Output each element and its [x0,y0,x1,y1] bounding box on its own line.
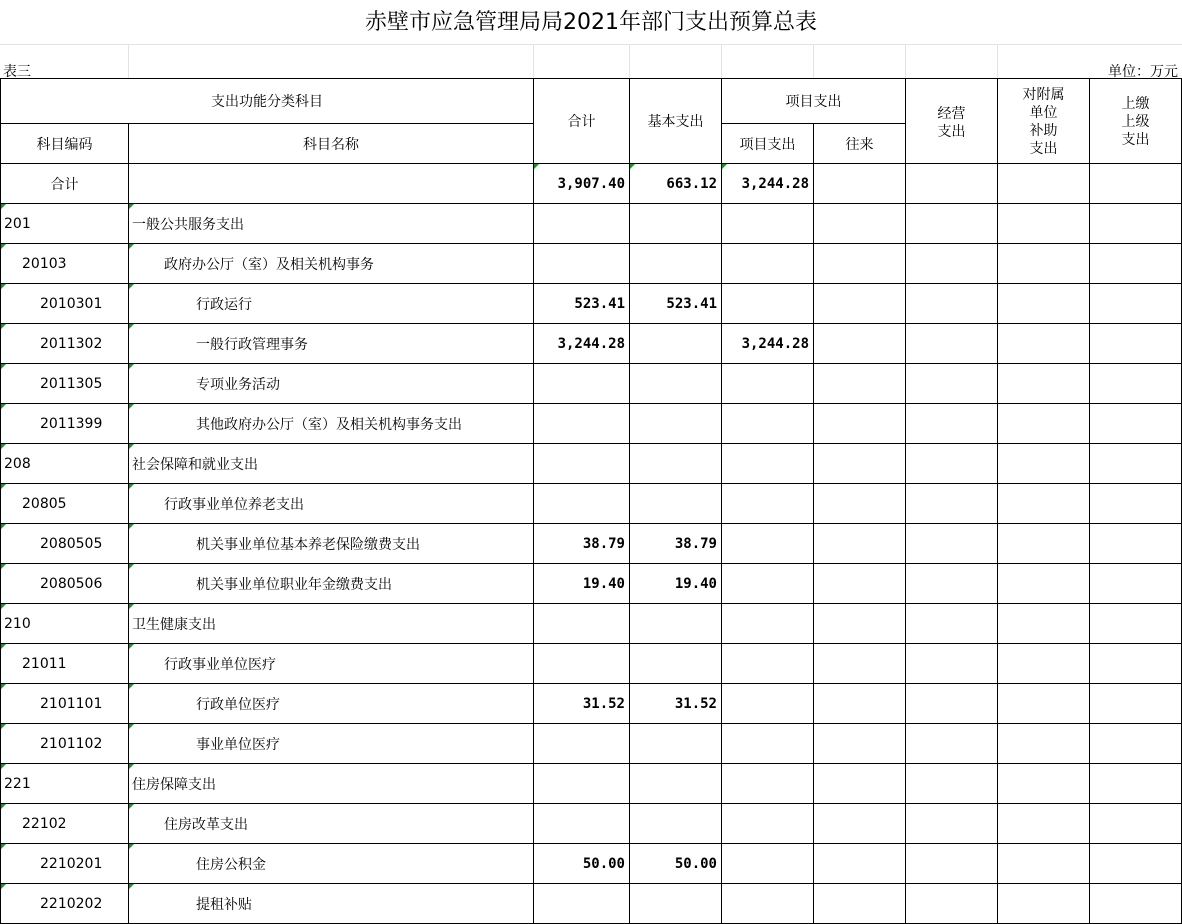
header-name[interactable]: 科目名称 [129,124,534,164]
gridline [997,44,998,78]
row-name[interactable]: 政府办公厅（室）及相关机构事务 [129,244,534,284]
row-code[interactable]: 2080505 [1,524,129,564]
header-func-class[interactable]: 支出功能分类科目 [1,79,534,124]
row-subsidy[interactable] [998,604,1090,644]
row-total[interactable] [534,764,630,804]
header-subsidy[interactable]: 对附属 单位 补助 支出 [998,79,1090,164]
row-project[interactable] [722,364,814,404]
row-remit[interactable] [1090,764,1182,804]
row-operating[interactable] [906,644,998,684]
row-operating[interactable] [906,364,998,404]
row-basic[interactable] [630,884,722,924]
table-row [1,284,1182,324]
row-total[interactable] [534,644,630,684]
row-subsidy[interactable] [998,764,1090,804]
row-name[interactable]: 机关事业单位基本养老保险缴费支出 [129,524,534,564]
row-code[interactable]: 2210202 [1,884,129,924]
row-total[interactable] [534,804,630,844]
row-code[interactable]: 21011 [1,644,129,684]
row-total[interactable] [534,884,630,924]
row-code[interactable]: 210 [1,604,129,644]
header-project-group[interactable]: 项目支出 [722,79,906,124]
row-operating[interactable] [906,604,998,644]
header-transfer[interactable]: 往来 [814,124,906,164]
header-project[interactable]: 项目支出 [722,124,814,164]
row-name[interactable]: 行政事业单位养老支出 [129,484,534,524]
row-project[interactable] [722,564,814,604]
row-name[interactable]: 社会保障和就业支出 [129,444,534,484]
row-transfer[interactable] [814,604,906,644]
row-basic[interactable] [630,604,722,644]
row-code[interactable]: 2101102 [1,724,129,764]
page-title: 赤壁市应急管理局局2021年部门支出预算总表 [0,0,1182,45]
row-operating[interactable] [906,844,998,884]
row-project[interactable] [722,804,814,844]
row-code[interactable]: 2101101 [1,684,129,724]
table-row [1,524,1182,564]
row-transfer[interactable] [814,884,906,924]
row-operating[interactable] [906,284,998,324]
row-name[interactable]: 行政事业单位医疗 [129,644,534,684]
row-subsidy[interactable] [998,324,1090,364]
row-total[interactable]: 3,244.28 [534,324,630,364]
row-transfer[interactable] [814,804,906,844]
row-project[interactable] [722,604,814,644]
row-remit[interactable] [1090,404,1182,444]
table-row [1,564,1182,604]
row-subsidy[interactable] [998,364,1090,404]
table-row [1,404,1182,444]
row-remit[interactable] [1090,324,1182,364]
table-row [1,444,1182,484]
row-basic[interactable]: 38.79 [630,524,722,564]
row-operating[interactable] [906,204,998,244]
row-project[interactable] [722,724,814,764]
gridline [128,44,129,78]
row-basic[interactable] [630,764,722,804]
row-operating[interactable] [906,884,998,924]
row-subsidy[interactable] [998,644,1090,684]
row-transfer[interactable] [814,244,906,284]
row-remit[interactable] [1090,844,1182,884]
total-transfer[interactable] [814,164,906,204]
row-remit[interactable] [1090,724,1182,764]
row-total[interactable] [534,484,630,524]
row-transfer[interactable] [814,684,906,724]
row-code[interactable]: 2011302 [1,324,129,364]
row-total[interactable]: 19.40 [534,564,630,604]
row-operating[interactable] [906,724,998,764]
row-remit[interactable] [1090,884,1182,924]
row-subsidy[interactable] [998,484,1090,524]
row-transfer[interactable] [814,404,906,444]
row-transfer[interactable] [814,644,906,684]
row-transfer[interactable] [814,524,906,564]
header-total[interactable]: 合计 [534,79,630,164]
header-operating[interactable]: 经营 支出 [906,79,998,164]
row-transfer[interactable] [814,564,906,604]
row-subsidy[interactable] [998,884,1090,924]
row-total[interactable]: 50.00 [534,844,630,884]
row-code[interactable]: 201 [1,204,129,244]
row-basic[interactable] [630,724,722,764]
header-basic[interactable]: 基本支出 [630,79,722,164]
row-project[interactable]: 3,244.28 [722,324,814,364]
row-operating[interactable] [906,324,998,364]
row-operating[interactable] [906,444,998,484]
row-operating[interactable] [906,524,998,564]
row-code[interactable]: 2011305 [1,364,129,404]
row-transfer[interactable] [814,364,906,404]
row-basic[interactable] [630,244,722,284]
row-operating[interactable] [906,484,998,524]
row-name[interactable]: 住房公积金 [129,844,534,884]
table-number: 表三 [3,64,31,80]
row-transfer[interactable] [814,204,906,244]
row-project[interactable] [722,404,814,444]
row-name[interactable]: 一般公共服务支出 [129,204,534,244]
row-project[interactable] [722,844,814,884]
row-name[interactable]: 卫生健康支出 [129,604,534,644]
row-basic[interactable] [630,484,722,524]
row-subsidy[interactable] [998,244,1090,284]
table-row [1,204,1182,244]
unit-label: 单位：万元 [1108,64,1178,80]
row-transfer[interactable] [814,484,906,524]
row-operating[interactable] [906,684,998,724]
row-basic[interactable]: 50.00 [630,844,722,884]
row-total[interactable] [534,404,630,444]
row-transfer[interactable] [814,724,906,764]
row-remit[interactable] [1090,284,1182,324]
table-row [1,364,1182,404]
gridline [905,44,906,78]
row-total[interactable] [534,724,630,764]
row-name[interactable]: 住房保障支出 [129,764,534,804]
row-name[interactable]: 机关事业单位职业年金缴费支出 [129,564,534,604]
gridline [721,44,722,78]
row-basic[interactable]: 19.40 [630,564,722,604]
table-row [1,764,1182,804]
row-basic[interactable] [630,364,722,404]
row-name[interactable]: 其他政府办公厅（室）及相关机构事务支出 [129,404,534,444]
row-subsidy[interactable] [998,844,1090,884]
row-project[interactable] [722,484,814,524]
row-total[interactable]: 38.79 [534,524,630,564]
row-remit[interactable] [1090,364,1182,404]
row-total[interactable] [534,364,630,404]
row-remit[interactable] [1090,644,1182,684]
row-transfer[interactable] [814,324,906,364]
row-remit[interactable] [1090,204,1182,244]
row-remit[interactable] [1090,444,1182,484]
row-project[interactable] [722,444,814,484]
row-operating[interactable] [906,764,998,804]
row-name[interactable]: 一般行政管理事务 [129,324,534,364]
row-code[interactable]: 208 [1,444,129,484]
row-code[interactable]: 2010301 [1,284,129,324]
row-project[interactable] [722,884,814,924]
table-row [1,724,1182,764]
row-basic[interactable]: 523.41 [630,284,722,324]
row-basic[interactable] [630,444,722,484]
row-operating[interactable] [906,404,998,444]
row-transfer[interactable] [814,284,906,324]
total-subsidy[interactable] [998,164,1090,204]
row-basic[interactable]: 31.52 [630,684,722,724]
row-subsidy[interactable] [998,724,1090,764]
total-remit[interactable] [1090,164,1182,204]
row-project[interactable] [722,244,814,284]
row-basic[interactable] [630,324,722,364]
row-basic[interactable] [630,804,722,844]
row-project[interactable] [722,684,814,724]
row-remit[interactable] [1090,564,1182,604]
row-remit[interactable] [1090,484,1182,524]
row-name[interactable]: 住房改革支出 [129,804,534,844]
row-code[interactable]: 22102 [1,804,129,844]
row-subsidy[interactable] [998,564,1090,604]
gridline [813,44,814,78]
table-row [1,484,1182,524]
row-project[interactable] [722,764,814,804]
row-code[interactable]: 20805 [1,484,129,524]
row-project[interactable] [722,284,814,324]
row-operating[interactable] [906,244,998,284]
table-row [1,644,1182,684]
row-name[interactable]: 专项业务活动 [129,364,534,404]
row-name[interactable]: 行政单位医疗 [129,684,534,724]
row-remit[interactable] [1090,524,1182,564]
row-project[interactable] [722,204,814,244]
row-total[interactable] [534,204,630,244]
row-code[interactable]: 2080506 [1,564,129,604]
header-row-1 [1,79,1182,124]
row-code[interactable]: 221 [1,764,129,804]
row-subsidy[interactable] [998,524,1090,564]
total-label[interactable]: 合计 [1,164,129,204]
row-name[interactable]: 行政运行 [129,284,534,324]
header-code[interactable]: 科目编码 [1,124,129,164]
row-subsidy[interactable] [998,404,1090,444]
row-subsidy[interactable] [998,284,1090,324]
row-name[interactable]: 提租补贴 [129,884,534,924]
row-remit[interactable] [1090,244,1182,284]
row-subsidy[interactable] [998,444,1090,484]
table-row [1,604,1182,644]
row-name[interactable]: 事业单位医疗 [129,724,534,764]
row-subsidy[interactable] [998,204,1090,244]
row-subsidy[interactable] [998,684,1090,724]
total-name-cell[interactable] [129,164,534,204]
total-sum[interactable]: 3,907.40 [534,164,630,204]
header-remit[interactable]: 上缴 上级 支出 [1090,79,1182,164]
total-basic[interactable]: 663.12 [630,164,722,204]
gridline [629,44,630,78]
table-row [1,804,1182,844]
table-row [1,884,1182,924]
row-transfer[interactable] [814,764,906,804]
row-total[interactable]: 523.41 [534,284,630,324]
row-total[interactable] [534,444,630,484]
row-project[interactable] [722,524,814,564]
row-basic[interactable] [630,644,722,684]
row-transfer[interactable] [814,444,906,484]
row-remit[interactable] [1090,684,1182,724]
row-code[interactable]: 20103 [1,244,129,284]
row-code[interactable]: 2210201 [1,844,129,884]
budget-table [0,78,1182,924]
total-project[interactable]: 3,244.28 [722,164,814,204]
total-row [1,164,1182,204]
row-code[interactable]: 2011399 [1,404,129,444]
row-transfer[interactable] [814,844,906,884]
row-basic[interactable] [630,404,722,444]
row-subsidy[interactable] [998,804,1090,844]
row-remit[interactable] [1090,804,1182,844]
row-total[interactable] [534,244,630,284]
row-total[interactable] [534,604,630,644]
table-row [1,844,1182,884]
row-operating[interactable] [906,564,998,604]
table-row [1,244,1182,284]
row-basic[interactable] [630,204,722,244]
table-row [1,324,1182,364]
row-project[interactable] [722,644,814,684]
gridline [533,44,534,78]
row-remit[interactable] [1090,604,1182,644]
table-row [1,684,1182,724]
row-operating[interactable] [906,804,998,844]
total-operating[interactable] [906,164,998,204]
row-total[interactable]: 31.52 [534,684,630,724]
